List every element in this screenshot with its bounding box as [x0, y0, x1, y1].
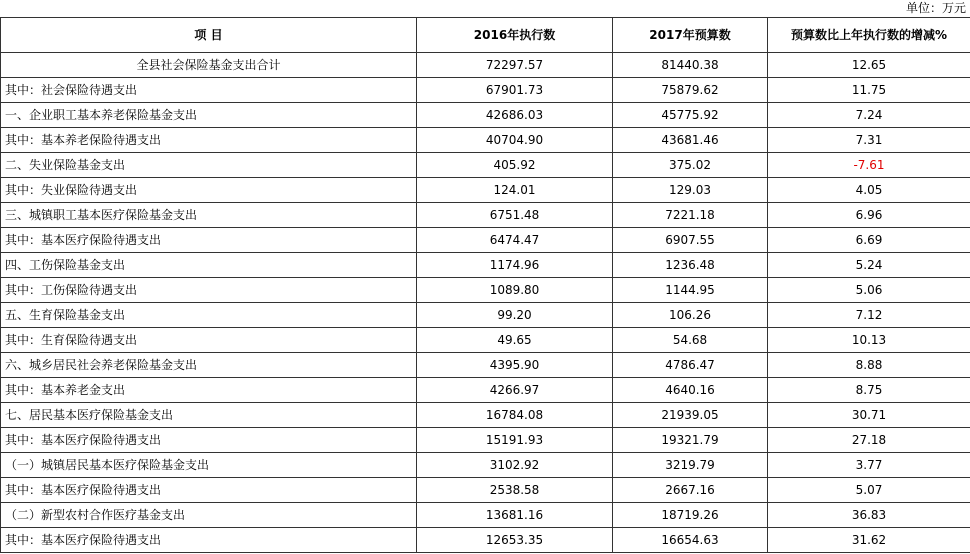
cell-2016-value[interactable]: 124.01	[417, 178, 613, 203]
table-row	[1, 403, 970, 428]
cell-change-percent[interactable]: 30.71	[768, 403, 970, 428]
table-row	[1, 478, 970, 503]
table-row	[1, 503, 970, 528]
cell-2017-value[interactable]: 1144.95	[613, 278, 768, 303]
table-body	[1, 53, 970, 553]
cell-change-percent[interactable]: 11.75	[768, 78, 970, 103]
cell-change-percent[interactable]: 8.88	[768, 353, 970, 378]
cell-2016-value[interactable]: 6751.48	[417, 203, 613, 228]
cell-2017-value[interactable]: 375.02	[613, 153, 768, 178]
cell-2017-value[interactable]: 4640.16	[613, 378, 768, 403]
cell-item-name[interactable]: 其中：社会保险待遇支出	[1, 78, 417, 103]
cell-2016-value[interactable]: 13681.16	[417, 503, 613, 528]
cell-2017-value[interactable]: 106.26	[613, 303, 768, 328]
cell-change-percent[interactable]: 5.24	[768, 253, 970, 278]
cell-2017-value[interactable]: 54.68	[613, 328, 768, 353]
cell-2016-value[interactable]: 72297.57	[417, 53, 613, 78]
cell-2017-value[interactable]: 129.03	[613, 178, 768, 203]
cell-2017-value[interactable]: 81440.38	[613, 53, 768, 78]
table-row	[1, 328, 970, 353]
cell-item-name[interactable]: （一）城镇居民基本医疗保险基金支出	[1, 453, 417, 478]
cell-2017-value[interactable]: 2667.16	[613, 478, 768, 503]
cell-2017-value[interactable]: 19321.79	[613, 428, 768, 453]
cell-2016-value[interactable]: 3102.92	[417, 453, 613, 478]
cell-2017-value[interactable]: 4786.47	[613, 353, 768, 378]
cell-2016-value[interactable]: 1089.80	[417, 278, 613, 303]
cell-2016-value[interactable]: 15191.93	[417, 428, 613, 453]
cell-change-percent[interactable]: 36.83	[768, 503, 970, 528]
table-row	[1, 303, 970, 328]
unit-label: 单位：万元	[905, 1, 966, 15]
cell-item-name[interactable]: 其中：基本医疗保险待遇支出	[1, 528, 417, 553]
table-row	[1, 53, 970, 78]
cell-2017-value[interactable]: 21939.05	[613, 403, 768, 428]
cell-2017-value[interactable]: 18719.26	[613, 503, 768, 528]
cell-change-percent[interactable]: 3.77	[768, 453, 970, 478]
cell-2017-value[interactable]: 75879.62	[613, 78, 768, 103]
table-row	[1, 453, 970, 478]
cell-item-name[interactable]: 其中：生育保险待遇支出	[1, 328, 417, 353]
cell-change-percent[interactable]: -7.61	[768, 153, 970, 178]
cell-2016-value[interactable]: 16784.08	[417, 403, 613, 428]
cell-2017-value[interactable]: 16654.63	[613, 528, 768, 553]
cell-item-name[interactable]: 其中：基本养老金支出	[1, 378, 417, 403]
cell-2016-value[interactable]: 4266.97	[417, 378, 613, 403]
cell-change-percent[interactable]: 12.65	[768, 53, 970, 78]
cell-2016-value[interactable]: 1174.96	[417, 253, 613, 278]
table-row	[1, 428, 970, 453]
cell-change-percent[interactable]: 31.62	[768, 528, 970, 553]
table-row	[1, 378, 970, 403]
cell-2016-value[interactable]: 405.92	[417, 153, 613, 178]
table-row	[1, 103, 970, 128]
cell-change-percent[interactable]: 6.96	[768, 203, 970, 228]
cell-change-percent[interactable]: 5.07	[768, 478, 970, 503]
cell-change-percent[interactable]: 27.18	[768, 428, 970, 453]
cell-2016-value[interactable]: 99.20	[417, 303, 613, 328]
cell-2016-value[interactable]: 49.65	[417, 328, 613, 353]
cell-change-percent[interactable]: 5.06	[768, 278, 970, 303]
cell-item-name[interactable]: 二、失业保险基金支出	[1, 153, 417, 178]
cell-item-name[interactable]: 其中：基本医疗保险待遇支出	[1, 228, 417, 253]
cell-item-name[interactable]: 一、企业职工基本养老保险基金支出	[1, 103, 417, 128]
table-row	[1, 78, 970, 103]
table-row	[1, 178, 970, 203]
cell-change-percent[interactable]: 8.75	[768, 378, 970, 403]
table-row	[1, 128, 970, 153]
header-2017[interactable]: 2017年预算数	[613, 18, 768, 53]
table-row	[1, 228, 970, 253]
cell-change-percent[interactable]: 6.69	[768, 228, 970, 253]
cell-2016-value[interactable]: 42686.03	[417, 103, 613, 128]
cell-2016-value[interactable]: 67901.73	[417, 78, 613, 103]
cell-2017-value[interactable]: 6907.55	[613, 228, 768, 253]
cell-2016-value[interactable]: 6474.47	[417, 228, 613, 253]
cell-item-name[interactable]: 六、城乡居民社会养老保险基金支出	[1, 353, 417, 378]
header-change[interactable]: 预算数比上年执行数的增减%	[768, 18, 970, 53]
cell-item-name[interactable]: 全县社会保险基金支出合计	[1, 53, 417, 78]
cell-2016-value[interactable]: 2538.58	[417, 478, 613, 503]
header-2016[interactable]: 2016年执行数	[417, 18, 613, 53]
cell-item-name[interactable]: （二）新型农村合作医疗基金支出	[1, 503, 417, 528]
table-row	[1, 203, 970, 228]
header-item[interactable]: 项 目	[1, 18, 417, 53]
cell-2016-value[interactable]: 40704.90	[417, 128, 613, 153]
table-row	[1, 253, 970, 278]
cell-item-name[interactable]: 其中：基本养老保险待遇支出	[1, 128, 417, 153]
cell-2017-value[interactable]: 45775.92	[613, 103, 768, 128]
cell-2016-value[interactable]: 12653.35	[417, 528, 613, 553]
cell-change-percent[interactable]: 10.13	[768, 328, 970, 353]
cell-2016-value[interactable]: 4395.90	[417, 353, 613, 378]
cell-item-name[interactable]: 三、城镇职工基本医疗保险基金支出	[1, 203, 417, 228]
cell-item-name[interactable]: 七、居民基本医疗保险基金支出	[1, 403, 417, 428]
cell-change-percent[interactable]: 7.24	[768, 103, 970, 128]
cell-item-name[interactable]: 其中：基本医疗保险待遇支出	[1, 428, 417, 453]
header-row	[1, 18, 970, 53]
budget-table	[0, 17, 970, 553]
cell-item-name[interactable]: 其中：失业保险待遇支出	[1, 178, 417, 203]
table-row	[1, 278, 970, 303]
cell-2017-value[interactable]: 1236.48	[613, 253, 768, 278]
cell-item-name[interactable]: 五、生育保险基金支出	[1, 303, 417, 328]
cell-2017-value[interactable]: 3219.79	[613, 453, 768, 478]
cell-item-name[interactable]: 其中：工伤保险待遇支出	[1, 278, 417, 303]
cell-2017-value[interactable]: 7221.18	[613, 203, 768, 228]
cell-item-name[interactable]: 其中：基本医疗保险待遇支出	[1, 478, 417, 503]
table-row	[1, 153, 970, 178]
cell-change-percent[interactable]: 4.05	[768, 178, 970, 203]
cell-2017-value[interactable]: 43681.46	[613, 128, 768, 153]
table-row	[1, 353, 970, 378]
cell-item-name[interactable]: 四、工伤保险基金支出	[1, 253, 417, 278]
table-row	[1, 528, 970, 553]
cell-change-percent[interactable]: 7.31	[768, 128, 970, 153]
cell-change-percent[interactable]: 7.12	[768, 303, 970, 328]
